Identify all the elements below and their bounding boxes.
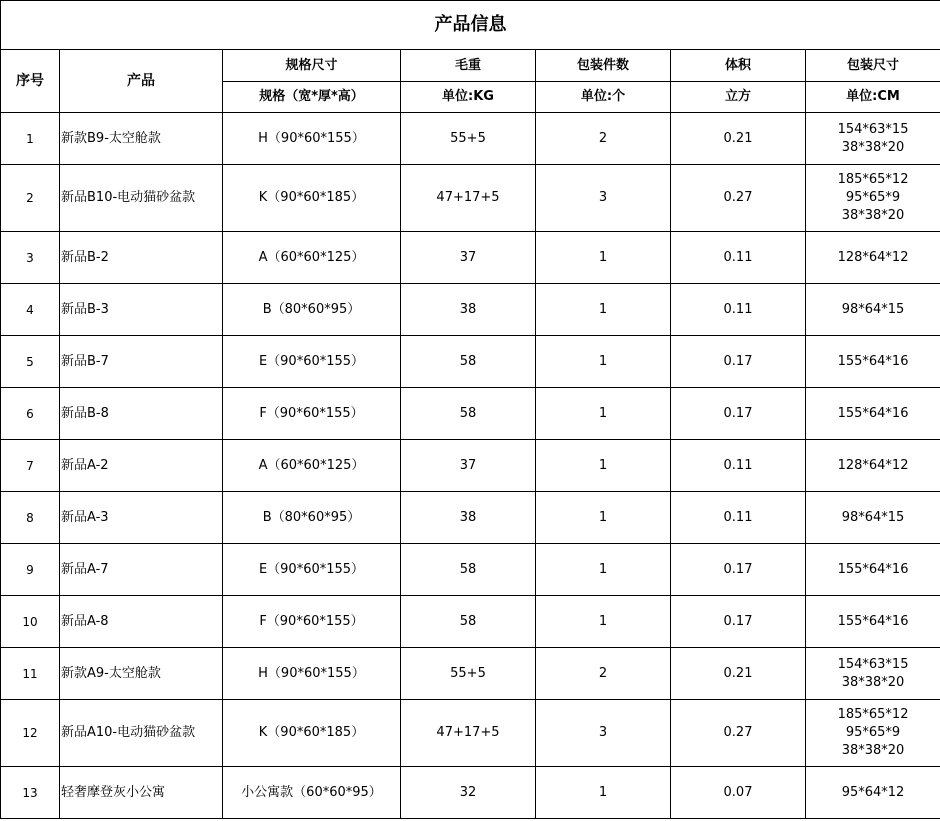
pack-size-line: 185*65*12	[837, 707, 909, 722]
table-row	[1, 336, 940, 388]
table-row	[1, 648, 940, 700]
pack-size-line: 38*38*20	[841, 139, 905, 155]
cell-product: 新款A9-太空舱款	[60, 648, 223, 700]
cell-pack-size	[806, 767, 940, 819]
cell-spec: A（60*60*125）	[223, 232, 401, 284]
header-seq: 序号	[1, 50, 60, 113]
cell-spec: E（90*60*155）	[223, 336, 401, 388]
cell-seq: 9	[1, 544, 60, 596]
cell-seq: 2	[1, 165, 60, 232]
cell-spec: H（90*60*155）	[223, 113, 401, 165]
cell-volume: 0.17	[671, 388, 806, 440]
cell-weight: 58	[401, 544, 536, 596]
pack-size-line: 185*65*12	[837, 172, 909, 187]
cell-pieces: 2	[536, 648, 671, 700]
cell-pack-size	[806, 648, 940, 700]
table-row	[1, 165, 940, 232]
cell-seq: 10	[1, 596, 60, 648]
header-weight-unit: 单位:KG	[401, 82, 536, 113]
cell-pack-size	[806, 440, 940, 492]
pack-size-line: 95*64*12	[841, 784, 905, 800]
cell-volume: 0.21	[671, 648, 806, 700]
cell-product: 新品A-7	[60, 544, 223, 596]
cell-weight: 37	[401, 440, 536, 492]
cell-pieces: 1	[536, 492, 671, 544]
header-pack-size: 包装尺寸	[806, 50, 940, 82]
header-spec-unit: 规格（宽*厚*高）	[223, 82, 401, 113]
pack-size-line: 38*38*20	[841, 674, 905, 690]
header-weight: 毛重	[401, 50, 536, 82]
cell-pieces: 3	[536, 700, 671, 767]
cell-seq: 6	[1, 388, 60, 440]
cell-pieces: 1	[536, 767, 671, 819]
cell-weight: 38	[401, 284, 536, 336]
cell-product: 新品A-3	[60, 492, 223, 544]
pack-size-line: 155*64*16	[837, 353, 909, 369]
cell-spec: A（60*60*125）	[223, 440, 401, 492]
cell-seq: 3	[1, 232, 60, 284]
cell-weight: 47+17+5	[401, 165, 536, 232]
cell-pack-size	[806, 113, 940, 165]
cell-volume: 0.21	[671, 113, 806, 165]
cell-volume: 0.11	[671, 440, 806, 492]
header-pack-size-unit: 单位:CM	[806, 82, 940, 113]
cell-weight: 58	[401, 596, 536, 648]
cell-weight: 47+17+5	[401, 700, 536, 767]
cell-weight: 38	[401, 492, 536, 544]
cell-pack-size	[806, 165, 940, 232]
pack-size-line: 128*64*12	[837, 457, 909, 473]
cell-weight: 58	[401, 336, 536, 388]
cell-volume: 0.17	[671, 596, 806, 648]
table-row	[1, 388, 940, 440]
pack-size-line: 38*38*20	[841, 208, 905, 223]
cell-product: 新品B-3	[60, 284, 223, 336]
cell-pieces: 1	[536, 544, 671, 596]
header-volume-unit: 立方	[671, 82, 806, 113]
cell-volume: 0.27	[671, 700, 806, 767]
cell-seq: 7	[1, 440, 60, 492]
header-pieces-unit: 单位:个	[536, 82, 671, 113]
pack-size-line: 98*64*15	[841, 509, 905, 525]
pack-size-line: 38*38*20	[841, 743, 905, 758]
table-row	[1, 544, 940, 596]
cell-weight: 55+5	[401, 648, 536, 700]
header-spec: 规格尺寸	[223, 50, 401, 82]
table-row	[1, 232, 940, 284]
cell-volume: 0.11	[671, 492, 806, 544]
pack-size-line: 155*64*16	[837, 613, 909, 629]
cell-spec: E（90*60*155）	[223, 544, 401, 596]
cell-product: 新品A-8	[60, 596, 223, 648]
header-pieces: 包装件数	[536, 50, 671, 82]
cell-pack-size	[806, 596, 940, 648]
cell-pieces: 3	[536, 165, 671, 232]
cell-weight: 55+5	[401, 113, 536, 165]
cell-pieces: 1	[536, 284, 671, 336]
cell-seq: 5	[1, 336, 60, 388]
table-row	[1, 596, 940, 648]
header-product: 产品	[60, 50, 223, 113]
cell-pieces: 2	[536, 113, 671, 165]
cell-pack-size	[806, 284, 940, 336]
cell-product: 新品B-7	[60, 336, 223, 388]
cell-spec: B（80*60*95）	[223, 284, 401, 336]
cell-pack-size	[806, 388, 940, 440]
cell-pack-size	[806, 232, 940, 284]
table-row	[1, 767, 940, 819]
cell-seq: 13	[1, 767, 60, 819]
pack-size-line: 95*65*9	[845, 190, 901, 205]
cell-product: 轻奢摩登灰小公寓	[60, 767, 223, 819]
cell-pieces: 1	[536, 440, 671, 492]
cell-pack-size	[806, 492, 940, 544]
cell-spec: B（80*60*95）	[223, 492, 401, 544]
cell-seq: 1	[1, 113, 60, 165]
table-row	[1, 440, 940, 492]
cell-seq: 8	[1, 492, 60, 544]
cell-product: 新品B-2	[60, 232, 223, 284]
pack-size-line: 98*64*15	[841, 301, 905, 317]
cell-product: 新品B10-电动猫砂盆款	[60, 165, 223, 232]
table-title: 产品信息	[1, 1, 940, 50]
pack-size-line: 95*65*9	[845, 725, 901, 740]
table-row	[1, 700, 940, 767]
cell-spec: K（90*60*185）	[223, 700, 401, 767]
cell-product: 新品B-8	[60, 388, 223, 440]
cell-seq: 12	[1, 700, 60, 767]
cell-seq: 4	[1, 284, 60, 336]
cell-pack-size	[806, 544, 940, 596]
pack-size-line: 154*63*15	[837, 656, 909, 672]
cell-spec: F（90*60*155）	[223, 388, 401, 440]
cell-seq: 11	[1, 648, 60, 700]
table-row	[1, 284, 940, 336]
cell-weight: 37	[401, 232, 536, 284]
table-row	[1, 113, 940, 165]
pack-size-line: 128*64*12	[837, 249, 909, 265]
cell-product: 新品A-2	[60, 440, 223, 492]
cell-pack-size	[806, 700, 940, 767]
cell-product: 新品A10-电动猫砂盆款	[60, 700, 223, 767]
cell-volume: 0.11	[671, 284, 806, 336]
cell-spec: F（90*60*155）	[223, 596, 401, 648]
cell-spec: H（90*60*155）	[223, 648, 401, 700]
table-body	[1, 113, 940, 819]
cell-spec: 小公寓款（60*60*95）	[223, 767, 401, 819]
table-row	[1, 492, 940, 544]
cell-volume: 0.17	[671, 336, 806, 388]
pack-size-line: 154*63*15	[837, 121, 909, 137]
cell-volume: 0.17	[671, 544, 806, 596]
cell-volume: 0.27	[671, 165, 806, 232]
pack-size-line: 155*64*16	[837, 405, 909, 421]
header-volume: 体积	[671, 50, 806, 82]
cell-volume: 0.11	[671, 232, 806, 284]
cell-pieces: 1	[536, 596, 671, 648]
cell-pieces: 1	[536, 232, 671, 284]
cell-pieces: 1	[536, 388, 671, 440]
cell-volume: 0.07	[671, 767, 806, 819]
cell-pieces: 1	[536, 336, 671, 388]
cell-spec: K（90*60*185）	[223, 165, 401, 232]
cell-weight: 32	[401, 767, 536, 819]
cell-weight: 58	[401, 388, 536, 440]
cell-pack-size	[806, 336, 940, 388]
pack-size-line: 155*64*16	[837, 561, 909, 577]
cell-product: 新款B9-太空舱款	[60, 113, 223, 165]
